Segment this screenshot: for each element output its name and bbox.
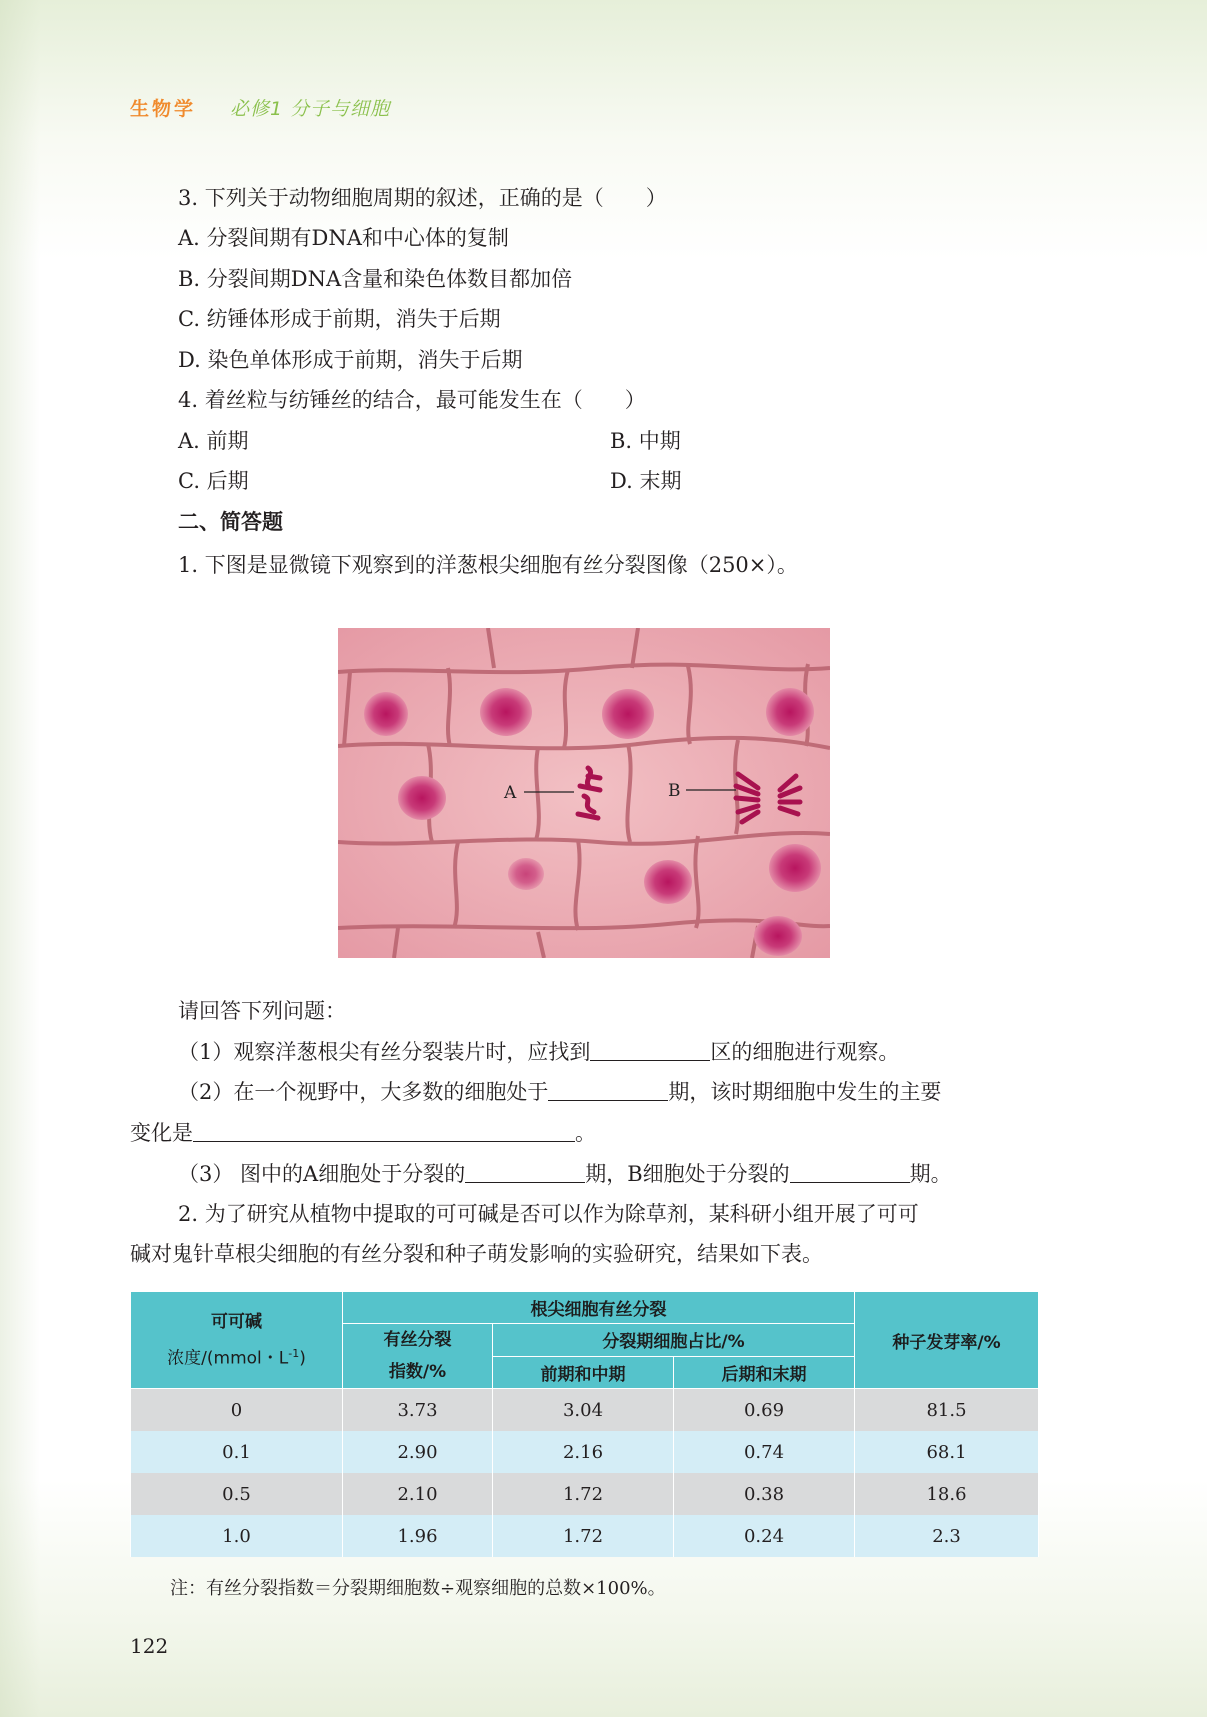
- sq1-part3: [178, 1160, 952, 1188]
- q3-option-b: B. 分裂间期DNA含量和染色体数目都加倍: [178, 267, 573, 291]
- table-cell: 1.0: [131, 1515, 343, 1557]
- sq2-stem-line1: 2. 为了研究从植物中提取的可可碱是否可以作为除草剂，某科研小组开展了可可: [178, 1202, 919, 1226]
- part3-a-blank[interactable]: [465, 1162, 585, 1183]
- sq1-stem: 1. 下图是显微镜下观察到的洋葱根尖细胞有丝分裂图像（250×）。: [178, 553, 798, 577]
- header-germination-rate: 种子发芽率/%: [855, 1292, 1039, 1389]
- sq1-part2: [178, 1078, 941, 1106]
- table-note: 注：有丝分裂指数＝分裂期细胞数÷观察细胞的总数×100%。: [170, 1578, 666, 1599]
- table-cell: 0.69: [674, 1389, 855, 1432]
- table-cell: 1.72: [493, 1515, 674, 1557]
- table-cell: 1.96: [343, 1515, 493, 1557]
- part1-answer-blank[interactable]: [590, 1040, 710, 1061]
- header-prophase-metaphase: 前期和中期: [493, 1356, 674, 1389]
- table-cell: 0.1: [131, 1431, 343, 1473]
- table-cell: 2.10: [343, 1473, 493, 1515]
- table-cell: 0: [131, 1389, 343, 1432]
- table-cell: 0.24: [674, 1515, 855, 1557]
- part1-text-after: 区的细胞进行观察。: [710, 1040, 900, 1064]
- table-row: [131, 1389, 1039, 1432]
- q3-option-a: A. 分裂间期有DNA和中心体的复制: [178, 226, 509, 250]
- q3-stem: 3. 下列关于动物细胞周期的叙述，正确的是（ ）: [178, 186, 667, 210]
- table-cell: 81.5: [855, 1389, 1039, 1432]
- q4-option-a: A. 前期: [178, 429, 249, 453]
- q4-option-b: B. 中期: [610, 429, 681, 453]
- page-number: 122: [130, 1634, 169, 1658]
- sq1-part2-continued: [130, 1119, 596, 1147]
- header-concentration-line2: [131, 1338, 342, 1375]
- table-cell: 3.04: [493, 1389, 674, 1432]
- header-root-tip-mitosis: 根尖细胞有丝分裂: [343, 1292, 855, 1324]
- header-mitotic-index-line1: 有丝分裂: [383, 1330, 452, 1350]
- part3-text-before: （3） 图中的A细胞处于分裂的: [178, 1162, 466, 1186]
- part2-text-end: 。: [575, 1121, 596, 1145]
- micrograph-image: [338, 628, 830, 958]
- header-mitotic-index: [343, 1324, 493, 1389]
- sq1-part1: [178, 1038, 899, 1066]
- table-cell: 2.16: [493, 1431, 674, 1473]
- table-row: [131, 1431, 1039, 1473]
- header-concentration-close: ): [299, 1348, 306, 1369]
- table-cell: 3.73: [343, 1389, 493, 1432]
- part2-text-before: （2）在一个视野中，大多数的细胞处于: [178, 1080, 549, 1104]
- table-cell: 1.72: [493, 1473, 674, 1515]
- part3-text-end: 期。: [909, 1162, 952, 1186]
- header-division-ratio: 分裂期细胞占比/%: [493, 1324, 855, 1357]
- q3-option-d: D. 染色单体形成于前期，消失于后期: [178, 348, 523, 372]
- table-cell: 68.1: [855, 1431, 1039, 1473]
- part3-b-blank[interactable]: [790, 1162, 910, 1183]
- table-cell: 2.3: [855, 1515, 1039, 1557]
- table-cell: 0.38: [674, 1473, 855, 1515]
- header-book-title: 必修1 分子与细胞: [230, 98, 391, 120]
- section-title: 二、简答题: [178, 510, 283, 534]
- header-subject: 生物学: [130, 98, 197, 120]
- q3-option-c: C. 纺锤体形成于前期，消失于后期: [178, 307, 501, 331]
- header-concentration-unit: 浓度/(mmol・L: [167, 1348, 289, 1369]
- q4-stem: 4. 着丝粒与纺锤丝的结合，最可能发生在（ ）: [178, 388, 646, 412]
- table-cell: 18.6: [855, 1473, 1039, 1515]
- part1-text-before: （1）观察洋葱根尖有丝分裂装片时，应找到: [178, 1040, 591, 1064]
- part2-phase-blank[interactable]: [548, 1080, 668, 1101]
- sq1-prompt: 请回答下列问题：: [178, 999, 346, 1023]
- header-anaphase-telophase: 后期和末期: [674, 1356, 855, 1389]
- running-header: [130, 94, 390, 121]
- page-edge-shade: [0, 0, 40, 1717]
- header-mitotic-index-line2: 指数/%: [388, 1362, 447, 1382]
- header-concentration: [131, 1292, 343, 1389]
- header-concentration-exp: -1: [288, 1346, 300, 1360]
- table-row: [131, 1515, 1039, 1557]
- header-concentration-line1: 可可碱: [211, 1311, 262, 1332]
- label-cell-b: B: [668, 781, 681, 801]
- table-cell: 2.90: [343, 1431, 493, 1473]
- q4-option-c: C. 后期: [178, 469, 249, 493]
- part3-text-middle: 期，B细胞处于分裂的: [585, 1162, 790, 1186]
- results-table: [130, 1291, 1039, 1557]
- table-cell: 0.74: [674, 1431, 855, 1473]
- sq2-stem-line2: 碱对鬼针草根尖细胞的有丝分裂和种子萌发影响的实验研究，结果如下表。: [130, 1242, 823, 1266]
- part2-text-continued: 变化是: [130, 1121, 193, 1145]
- onion-root-tip-micrograph: [338, 628, 830, 958]
- q4-option-d: D. 末期: [610, 469, 682, 493]
- part2-text-middle: 期，该时期细胞中发生的主要: [668, 1080, 942, 1104]
- label-cell-a: A: [504, 783, 517, 803]
- part2-change-blank[interactable]: [193, 1121, 575, 1142]
- table-cell: 0.5: [131, 1473, 343, 1515]
- table-row: [131, 1473, 1039, 1515]
